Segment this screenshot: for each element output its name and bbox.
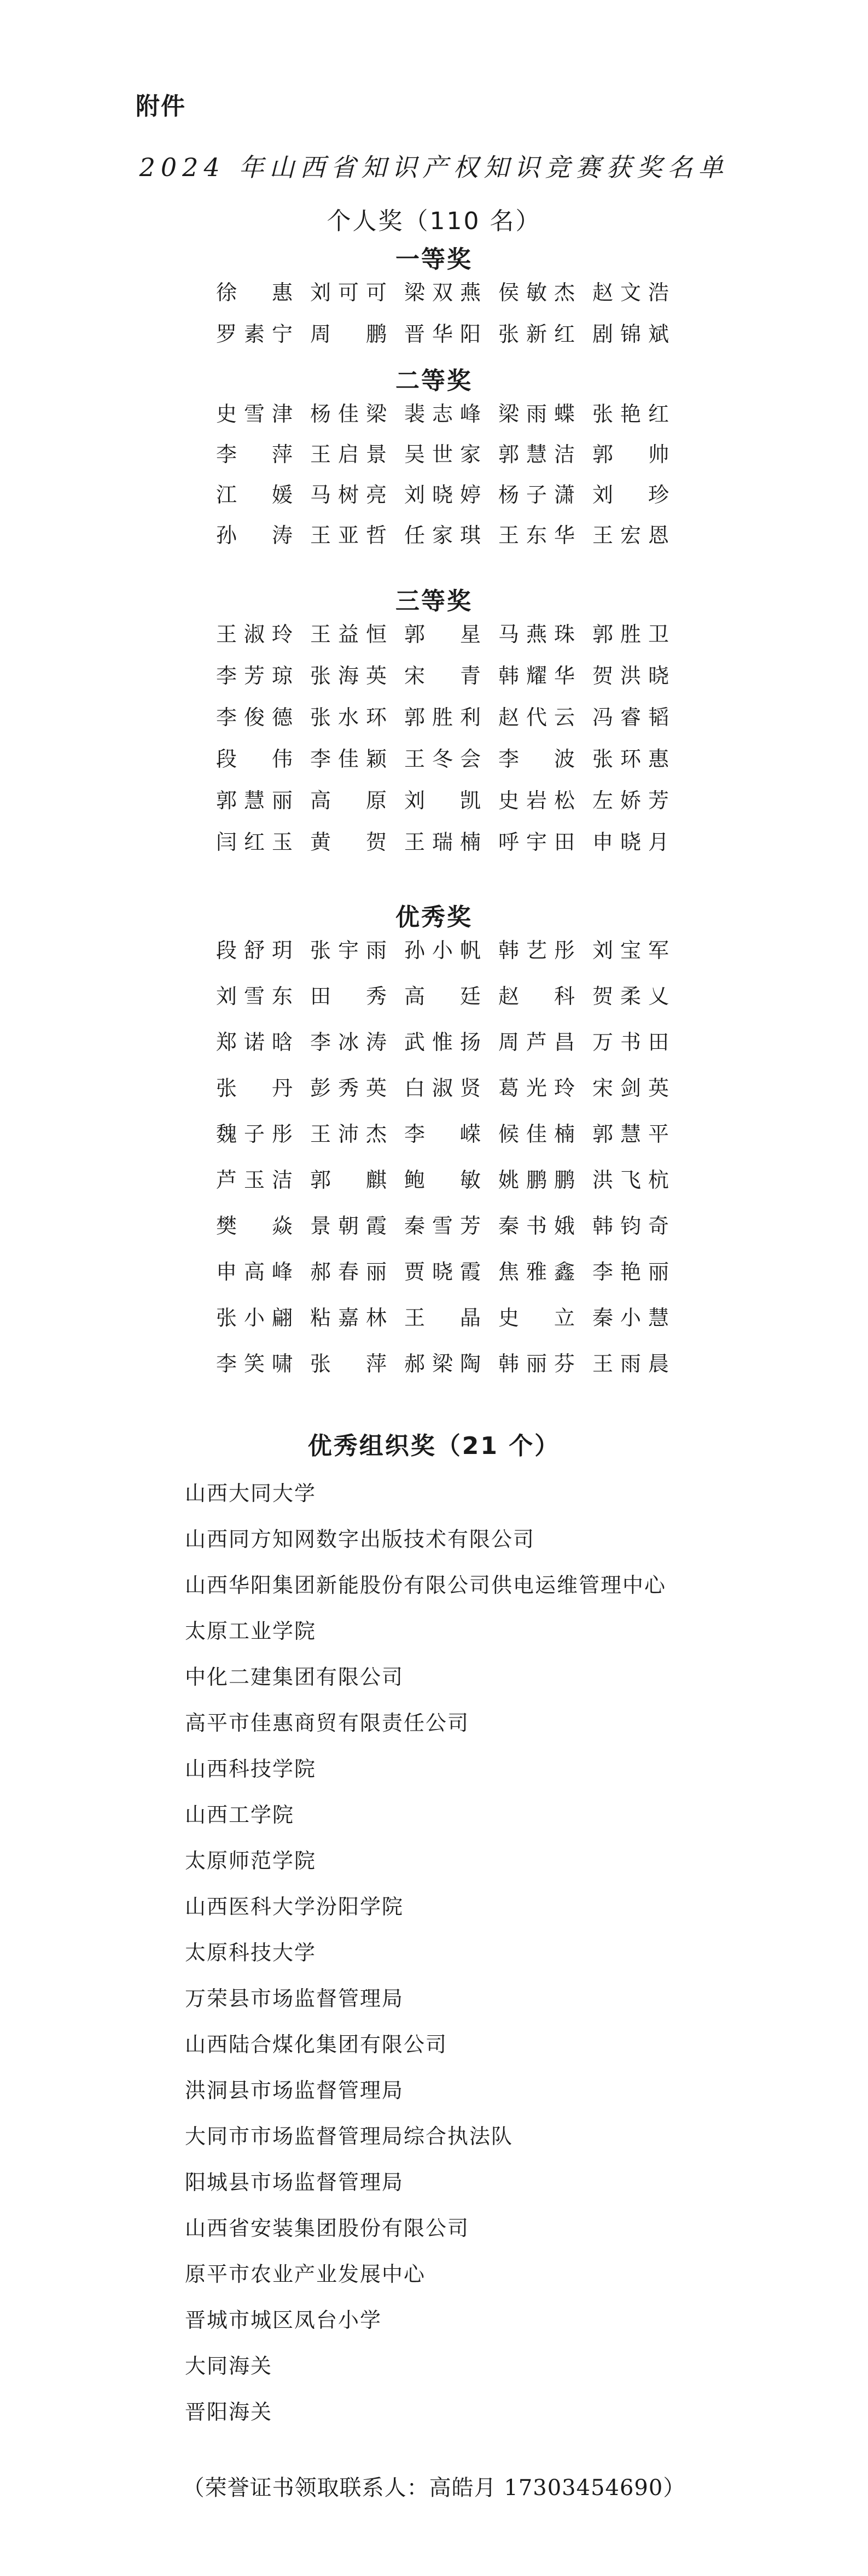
winner-name: 刘 珍 xyxy=(592,483,669,507)
winner-name: 郭 星 xyxy=(404,622,481,646)
organization-item: 太原工业学院 xyxy=(185,1619,317,1643)
organization-item: 山西陆合煤化集团有限公司 xyxy=(185,2032,448,2057)
winner-name: 赵 科 xyxy=(498,984,575,1008)
winner-name: 杨佳梁 xyxy=(310,402,387,426)
winner-name: 呼宇田 xyxy=(498,830,575,854)
winner-name: 闫红玉 xyxy=(216,830,293,854)
winner-name: 郭 麒 xyxy=(310,1168,387,1192)
individual-award-title: 个人奖（110 名） xyxy=(327,207,541,235)
winner-name: 赵代云 xyxy=(498,705,575,729)
winner-name: 孙小帆 xyxy=(404,938,481,962)
organization-item: 山西工学院 xyxy=(185,1803,295,1827)
winner-name: 宋 青 xyxy=(404,664,481,688)
winner-name: 郭胜卫 xyxy=(592,622,669,646)
winner-name: 张 丹 xyxy=(216,1076,293,1100)
winner-name: 吴世家 xyxy=(404,442,481,466)
winner-name: 田 秀 xyxy=(310,984,387,1008)
winner-name: 段舒玥 xyxy=(216,938,293,962)
winner-name: 郝梁陶 xyxy=(404,1352,481,1376)
grade-excellence-label: 优秀奖 xyxy=(395,903,473,931)
winner-name: 李艳丽 xyxy=(592,1260,669,1284)
winner-name: 王益恒 xyxy=(310,622,387,646)
winner-name: 王宏恩 xyxy=(592,523,669,547)
winner-name: 张小翩 xyxy=(216,1306,293,1330)
contact-line: （荣誉证书领取联系人：高皓月 17303454690） xyxy=(182,2475,686,2501)
organization-item: 山西大同大学 xyxy=(185,1481,317,1505)
winner-name: 李俊德 xyxy=(216,705,293,729)
organization-item: 山西华阳集团新能股份有限公司供电运维管理中心 xyxy=(185,1573,667,1597)
organization-item: 山西同方知网数字出版技术有限公司 xyxy=(185,1527,535,1551)
winner-name: 张新红 xyxy=(498,322,575,346)
winner-name: 裴志峰 xyxy=(404,402,481,426)
winner-name: 王瑞楠 xyxy=(404,830,481,854)
organization-item: 山西省安装集团股份有限公司 xyxy=(185,2216,470,2240)
winner-name: 白淑贤 xyxy=(404,1076,481,1100)
winner-name: 韩丽芬 xyxy=(498,1352,575,1376)
winner-name: 李 萍 xyxy=(216,442,293,466)
winner-name: 刘晓婷 xyxy=(404,483,481,507)
document-title: 2024 年山西省知识产权知识竞赛获奖名单 xyxy=(139,153,729,182)
winner-name: 武惟扬 xyxy=(404,1030,481,1054)
organization-award-title: 优秀组织奖（21 个） xyxy=(307,1432,561,1460)
winner-name: 刘雪东 xyxy=(216,984,293,1008)
winner-name: 张海英 xyxy=(310,664,387,688)
winner-name: 王雨晨 xyxy=(592,1352,669,1376)
winner-name: 剧锦斌 xyxy=(592,322,669,346)
winner-name: 赵文浩 xyxy=(592,281,669,305)
winner-name: 王 晶 xyxy=(404,1306,481,1330)
organization-item: 山西医科大学汾阳学院 xyxy=(185,1895,404,1919)
winner-name: 王亚哲 xyxy=(310,523,387,547)
winner-name: 郑诺晗 xyxy=(216,1030,293,1054)
winner-name: 郭慧丽 xyxy=(216,788,293,813)
organization-item: 洪洞县市场监督管理局 xyxy=(185,2078,404,2102)
winner-name: 刘 凯 xyxy=(404,788,481,813)
winner-name: 黄 贺 xyxy=(310,830,387,854)
winner-name: 段 伟 xyxy=(216,747,293,771)
winner-name: 罗素宁 xyxy=(216,322,293,346)
winner-name: 郝春丽 xyxy=(310,1260,387,1284)
winner-name: 任家琪 xyxy=(404,523,481,547)
organization-item: 原平市农业产业发展中心 xyxy=(185,2262,426,2286)
winner-name: 史雪津 xyxy=(216,402,293,426)
grade-third-label: 三等奖 xyxy=(395,587,473,615)
grade-first-label: 一等奖 xyxy=(395,246,473,273)
organization-item: 太原科技大学 xyxy=(185,1941,317,1965)
winner-name: 周 鹏 xyxy=(310,322,387,346)
winner-name: 粘嘉林 xyxy=(310,1306,387,1330)
winner-name: 郭慧洁 xyxy=(498,442,575,466)
winner-name: 鲍 敏 xyxy=(404,1168,481,1192)
winner-name: 晋华阳 xyxy=(404,322,481,346)
winner-name: 郭 帅 xyxy=(592,442,669,466)
winner-name: 李佳颖 xyxy=(310,747,387,771)
winner-name: 景朝霞 xyxy=(310,1214,387,1238)
winner-name: 李芳琼 xyxy=(216,664,293,688)
winner-name: 申晓月 xyxy=(592,830,669,854)
winner-name: 梁双燕 xyxy=(404,281,481,305)
winner-name: 杨子潇 xyxy=(498,483,575,507)
winner-name: 王冬会 xyxy=(404,747,481,771)
winner-name: 芦玉洁 xyxy=(216,1168,293,1192)
winner-name: 张宇雨 xyxy=(310,938,387,962)
winner-name: 刘宝军 xyxy=(592,938,669,962)
winner-name: 彭秀英 xyxy=(310,1076,387,1100)
winner-name: 韩艺彤 xyxy=(498,938,575,962)
winner-name: 史 立 xyxy=(498,1306,575,1330)
winner-name: 申高峰 xyxy=(216,1260,293,1284)
winner-name: 张水环 xyxy=(310,705,387,729)
organization-item: 晋城市城区凤台小学 xyxy=(185,2308,382,2332)
winner-name: 贺柔乂 xyxy=(592,984,669,1008)
winner-name: 江 媛 xyxy=(216,483,293,507)
winner-name: 周芦昌 xyxy=(498,1030,575,1054)
winner-name: 焦雅鑫 xyxy=(498,1260,575,1284)
winner-name: 贺洪晓 xyxy=(592,664,669,688)
winner-name: 高 廷 xyxy=(404,984,481,1008)
winner-name: 姚鹏鹏 xyxy=(498,1168,575,1192)
organization-item: 大同市市场监督管理局综合执法队 xyxy=(185,2124,514,2148)
winner-name: 冯睿韬 xyxy=(592,705,669,729)
organization-item: 太原师范学院 xyxy=(185,1849,317,1873)
winner-name: 刘可可 xyxy=(310,281,387,305)
organization-item: 晋阳海关 xyxy=(185,2400,273,2424)
winner-name: 候佳楠 xyxy=(498,1122,575,1146)
winner-name: 张环惠 xyxy=(592,747,669,771)
winner-name: 张艳红 xyxy=(592,402,669,426)
organization-item: 大同海关 xyxy=(185,2354,273,2378)
winner-name: 李 嵘 xyxy=(404,1122,481,1146)
attachment-label: 附件 xyxy=(136,92,186,120)
grade-second-label: 二等奖 xyxy=(395,367,473,395)
winner-name: 万书田 xyxy=(592,1030,669,1054)
winner-name: 洪飞杭 xyxy=(592,1168,669,1192)
winner-name: 韩钧奇 xyxy=(592,1214,669,1238)
winner-name: 王东华 xyxy=(498,523,575,547)
organization-item: 万荣县市场监督管理局 xyxy=(185,1987,404,2011)
winner-name: 李 波 xyxy=(498,747,575,771)
winner-name: 张 萍 xyxy=(310,1352,387,1376)
winner-name: 马燕珠 xyxy=(498,622,575,646)
winner-name: 郭慧平 xyxy=(592,1122,669,1146)
winner-name: 孙 涛 xyxy=(216,523,293,547)
winner-name: 王淑玲 xyxy=(216,622,293,646)
winner-name: 李冰涛 xyxy=(310,1030,387,1054)
winner-name: 左娇芳 xyxy=(592,788,669,813)
winner-name: 马树亮 xyxy=(310,483,387,507)
winner-name: 魏子彤 xyxy=(216,1122,293,1146)
organization-item: 阳城县市场监督管理局 xyxy=(185,2170,404,2194)
winner-name: 王沛杰 xyxy=(310,1122,387,1146)
winner-name: 高 原 xyxy=(310,788,387,813)
winner-name: 贾晓霞 xyxy=(404,1260,481,1284)
winner-name: 宋剑英 xyxy=(592,1076,669,1100)
winner-name: 徐 惠 xyxy=(216,281,293,305)
organization-item: 中化二建集团有限公司 xyxy=(185,1665,404,1689)
winner-name: 秦书娥 xyxy=(498,1214,575,1238)
winner-name: 史岩松 xyxy=(498,788,575,813)
winner-name: 葛光玲 xyxy=(498,1076,575,1100)
winner-name: 侯敏杰 xyxy=(498,281,575,305)
winner-name: 郭胜利 xyxy=(404,705,481,729)
winner-name: 秦雪芳 xyxy=(404,1214,481,1238)
winner-name: 王启景 xyxy=(310,442,387,466)
organization-item: 山西科技学院 xyxy=(185,1757,317,1781)
winner-name: 梁雨蝶 xyxy=(498,402,575,426)
organization-item: 高平市佳惠商贸有限责任公司 xyxy=(185,1711,470,1735)
winner-name: 韩耀华 xyxy=(498,664,575,688)
winner-name: 樊 焱 xyxy=(216,1214,293,1238)
winner-name: 李笑啸 xyxy=(216,1352,293,1376)
winner-name: 秦小慧 xyxy=(592,1306,669,1330)
